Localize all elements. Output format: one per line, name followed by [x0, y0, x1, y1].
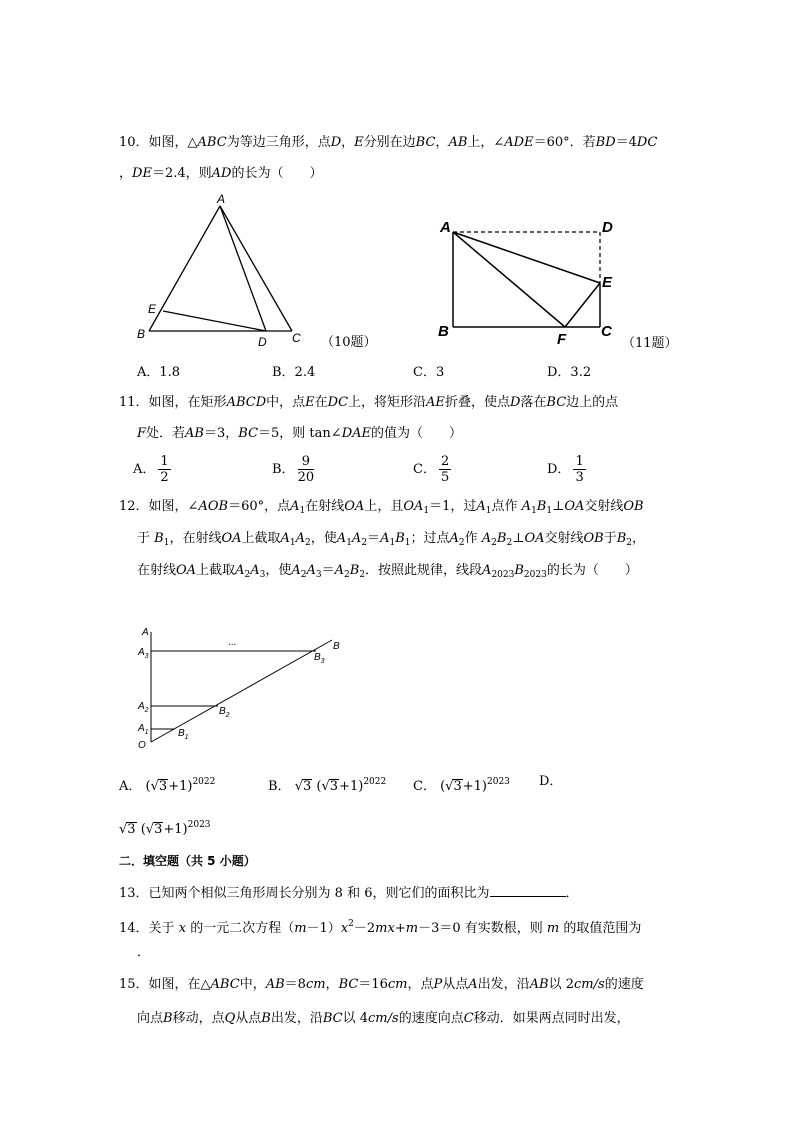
- fig10-label-a: A: [217, 192, 226, 206]
- fig12-label-b3: $B_3$: [314, 652, 325, 665]
- fig11-label-b: B: [438, 323, 449, 340]
- q12-option-d-letter: D．: [539, 774, 563, 789]
- q12-line1: 12．如图，∠AOB＝60°，点$A_1$在射线OA上，且$OA_1=1$，过$A_1$点作 $A_1B_1\perp OA$交射线OB: [119, 499, 644, 516]
- fig11-label-e: E: [602, 274, 613, 291]
- q11-option-a: A． $\frac{1}{2}$: [133, 454, 169, 485]
- q10-option-a: A．1.8: [137, 365, 181, 380]
- fig10-label-d: D: [258, 335, 267, 349]
- fig10-label-b: B: [137, 327, 146, 341]
- q15-line1: 15．如图，在△ABC中，AB＝8cm，BC＝16cm，点P从点A出发，沿AB以 2cm/s的速度: [119, 977, 644, 992]
- fig10-label-e: E: [148, 302, 157, 316]
- figure-10: [130, 190, 390, 355]
- fig12-label-a: A: [142, 627, 149, 638]
- q10-line2: ，DE＝2.4，则AD的长为（ ）: [119, 166, 323, 181]
- fig11-fold-ae: [453, 232, 600, 283]
- fig11-seg-af: [453, 232, 565, 327]
- figure-11: [432, 212, 682, 357]
- fig11-label-a: A: [440, 219, 451, 236]
- q14-line2: ．: [137, 945, 151, 960]
- fig12-label-o: O: [138, 740, 146, 751]
- q10-option-b: B．2.4: [272, 365, 316, 380]
- q13-line: 13．已知两个相似三角形周长分别为 8 和 6，则它们的面积比为 ．: [119, 886, 579, 901]
- q12-option-b: B． √3 $(√3+1)^{2022}$: [268, 777, 387, 794]
- q11-option-d: D． $\frac{1}{3}$: [547, 454, 584, 485]
- fig12-label-a2: $A_2$: [138, 701, 149, 714]
- q12-option-d: √3 $(√3+1)^{2023}$: [119, 820, 211, 837]
- fig11-seg-fe: [565, 283, 600, 327]
- q10-option-c: C．3: [413, 365, 445, 380]
- q13-answer-blank: [490, 884, 566, 897]
- fig10-seg-de: [163, 311, 266, 331]
- section-heading-fill-blank: 二．填空题（共 5 小题）: [119, 854, 256, 868]
- q12-line3: 在射线OA上截取$A_2A_3$，使$A_2A_3=A_2B_2$．按照此规律，线段$A_{2023}B_{2023}$的长为（ ）: [137, 563, 638, 580]
- fig10-caption: （10题）: [321, 335, 377, 350]
- fig12-label-a1: $A_1$: [138, 723, 149, 736]
- q12-option-c: C． $(√3+1)^{2023}$: [413, 777, 510, 794]
- fig12-label-b: B: [333, 641, 340, 652]
- q11-line1: 11．如图，在矩形ABCD中，点E在DC上，将矩形沿AE折叠，使点D落在BC边上的点: [119, 395, 619, 410]
- fig10-side-ac: [220, 206, 292, 331]
- fig12-label-b1: $B_1$: [178, 728, 189, 741]
- fig11-label-f: F: [557, 331, 567, 348]
- fig10-label-c: C: [292, 331, 301, 345]
- fig11-label-c: C: [601, 323, 612, 340]
- fig11-caption: （11题）: [622, 336, 678, 351]
- fig11-label-d: D: [602, 219, 613, 236]
- q14-line1: 14．关于 x 的一元二次方程$(m-1)x^2-2mx+m-3=0$ 有实数根，则 m 的取值范围为: [119, 919, 642, 936]
- q11-option-b: B． $\frac{9}{20}$: [272, 454, 315, 485]
- fig10-seg-ad: [220, 206, 266, 331]
- fig12-label-b2: $B_2$: [219, 706, 230, 719]
- fig12-ray-ob: [151, 640, 332, 742]
- fig10-side-ab: [149, 206, 220, 331]
- figure-12: [130, 620, 360, 755]
- fig12-label-a3: $A_3$: [138, 647, 149, 660]
- q10-option-d: D．3.2: [547, 365, 592, 380]
- q11-option-c: C． $\frac{2}{5}$: [413, 454, 450, 485]
- q15-line2: 向点B移动，点Q从点B出发，沿BC以 4cm/s的速度向点C移动．如果两点同时出发，: [137, 1011, 630, 1026]
- q11-line2: F处．若AB＝3，BC＝5，则 tan∠DAE的值为（ ）: [137, 426, 463, 441]
- fig12-ellipsis: ...: [228, 637, 237, 648]
- q12-line2: 于 $B_1$，在射线OA上截取$A_1A_2$，使$A_1A_2=A_1B_1$；过点$A_2$作 $A_2B_2\perp OA$交射线OB于$B_2$，: [137, 531, 646, 548]
- q12-option-a: A． $(√3+1)^{2022}$: [119, 777, 216, 794]
- q10-line1: 10．如图，△ABC为等边三角形，点D，E分别在边BC，AB上，∠ADE＝60°．若BD＝4DC: [119, 135, 658, 150]
